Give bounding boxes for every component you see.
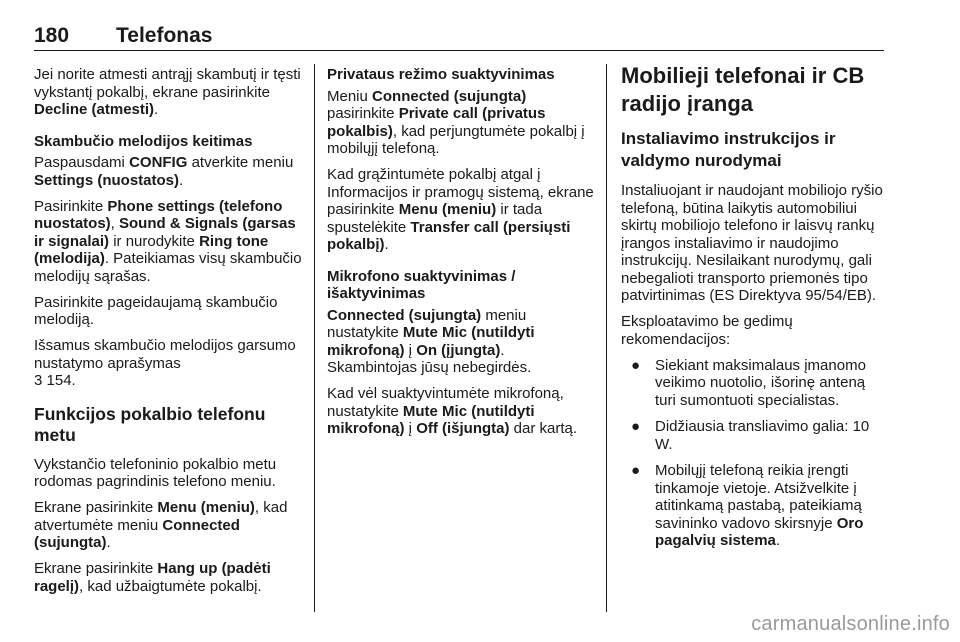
transfer-call-term: Transfer call (persiųsti pokalbį) — [327, 218, 571, 253]
column-divider-left — [314, 64, 315, 612]
column-middle — [327, 66, 595, 446]
ring-tone-term: Ring tone (melodija) — [34, 232, 269, 267]
text: Meniu — [327, 87, 373, 105]
text: , kad perjungtumėte pokalbį į mobilųjį telefoną. — [327, 122, 585, 157]
text: . — [775, 532, 781, 549]
text: Ekrane pasirinkite — [34, 499, 158, 516]
text: į — [404, 341, 417, 359]
decline-paragraph — [34, 66, 306, 119]
ringtone-select-paragraph — [34, 198, 306, 286]
text: , — [110, 215, 120, 232]
mute-mic-term: Mute Mic (nutildyti mikrofoną) — [327, 402, 535, 437]
bullet-icon: ● — [631, 418, 641, 435]
text: pasirinkite — [327, 105, 399, 122]
ringtone-heading: Skambučio melodijos keitimas — [34, 132, 253, 150]
choose-ringtone-paragraph: Pasirinkite pageidaujamą skambučio melodiją. — [34, 293, 278, 328]
text: . — [154, 101, 159, 118]
on-term: On (įjungta) — [416, 341, 501, 359]
text: ir nurodykite — [109, 232, 200, 250]
column-right — [621, 63, 887, 559]
text: , kad atvertumėte meniu — [34, 499, 288, 534]
private-call-term: Private call (privatus pokalbis) — [327, 105, 546, 140]
page-reference: 154. — [42, 372, 76, 389]
off-term: Off (išjungta) — [416, 420, 510, 437]
airbag-term: Oro pagalvių sistema — [655, 514, 864, 549]
column-divider-right — [606, 64, 607, 612]
list-item-text: Didžiausia transliavimo galia: 10 W. — [655, 418, 870, 453]
text: . — [384, 236, 389, 253]
main-menu-paragraph: Vykstančio telefoninio pokalbio metu rodomas pagrindinis telefono meniu. — [34, 455, 277, 490]
list-item — [621, 462, 887, 550]
connected-term: Connected (sujungta) — [372, 87, 527, 105]
list-item-text: Mobilųjį telefoną reikia įrengti tinkamoje vietoje. Atsižvelkite į atitinkamą pastabą, pateikiamą savininko vadovo skirsnyje — [655, 462, 862, 532]
menu-paragraph — [34, 499, 306, 552]
decline-term: Decline (atmesti) — [34, 101, 155, 118]
watermark: carmanualsonline.info — [751, 613, 950, 635]
text: . — [106, 534, 111, 551]
hang-up-paragraph — [34, 560, 306, 595]
text: ir tada spustelėkite — [327, 201, 543, 236]
text: į — [404, 420, 417, 437]
recommendations-list — [621, 357, 887, 550]
installation-heading: Instaliavimo instrukcijos ir valdymo nurodymai — [621, 129, 836, 170]
mobile-cb-heading: Mobilieji telefonai ir CB radijo įranga — [621, 63, 865, 116]
text: Paspausdami — [34, 154, 130, 171]
mute-mic-term: Mute Mic (nutildyti mikrofoną) — [327, 324, 535, 359]
bullet-icon: ● — [631, 356, 641, 374]
config-term: CONFIG — [129, 154, 188, 171]
sound-signals-term: Sound & Signals (garsas ir signalai) — [34, 215, 296, 250]
list-item — [621, 357, 887, 410]
page-reference-icon: 3 — [34, 372, 43, 389]
mute-off-paragraph — [327, 385, 595, 438]
text: Kad vėl suaktyvintumėte mikrofoną, nustatykite — [327, 385, 564, 420]
private-call-paragraph — [327, 88, 595, 158]
config-paragraph — [34, 154, 306, 189]
list-item-text: Siekiant maksimalaus įmanomo veikimo nuotolio, išorinę anteną turi sumontuoti specialistas. — [655, 356, 866, 409]
text: Išsamus skambučio melodijos garsumo nustatymo aprašymas — [34, 337, 296, 372]
text: . Pateikiamas visų skambučio melodijų sąrašas. — [34, 250, 302, 285]
volume-reference-paragraph — [34, 337, 306, 390]
page-number: 180 — [34, 24, 70, 47]
list-item — [621, 418, 887, 453]
bullet-icon: ● — [631, 462, 641, 479]
hang-up-term: Hang up (padėti ragelį) — [34, 560, 271, 595]
text: Jei norite atmesti antrąjį skambutį ir tęsti vykstantį pokalbį, ekrane pasirinkite — [34, 66, 301, 101]
text: Pasirinkite — [34, 197, 108, 215]
section-title: Telefonas — [116, 24, 213, 47]
installation-paragraph: Instaliuojant ir naudojant mobiliojo ryšio telefoną, būtina laikytis automobiliui skirtų mobiliojo telefono ir laisvų rankų įrangos instaliavimo ir naudojimo instrukcijų. Nesilaikant nurodymų, gali nebegalioti transporto priemonės tipo patvirtinimas (ES Direktyva 95/54/EB). — [621, 182, 883, 304]
text: Ekrane pasirinkite — [34, 560, 158, 577]
connected-term: Connected (sujungta) — [327, 306, 482, 324]
text: Kad grąžintumėte pokalbį atgal į Informacijos ir pramogų sistemą, ekrane pasirinkite — [327, 166, 594, 218]
transfer-call-paragraph — [327, 166, 595, 254]
private-mode-heading: Privataus režimo suaktyvinimas — [327, 66, 555, 83]
text: atverkite meniu — [187, 154, 294, 171]
recommendations-intro: Eksploatavimo be gedimų rekomendacijos: — [621, 313, 793, 348]
text: . — [179, 171, 184, 189]
settings-term: Settings (nuostatos) — [34, 171, 179, 189]
text: dar kartą. — [509, 420, 578, 437]
microphone-heading: Mikrofono suaktyvinimas / išaktyvinimas — [327, 267, 516, 302]
column-left — [34, 66, 306, 604]
phone-settings-term: Phone settings (telefono nuostatos) — [34, 197, 283, 232]
functions-heading: Funkcijos pokalbio telefonu metu — [34, 403, 266, 445]
text: meniu nustatykite — [327, 306, 527, 341]
connected-term: Connected (sujungta) — [34, 516, 240, 551]
menu-term: Menu (meniu) — [398, 201, 497, 218]
text: . Skambintojas jūsų nebegirdės. — [327, 341, 532, 376]
mute-on-paragraph — [327, 307, 595, 377]
text: , kad užbaigtumėte pokalbį. — [79, 577, 262, 595]
menu-term: Menu (meniu) — [157, 499, 255, 516]
page-header — [34, 24, 884, 51]
